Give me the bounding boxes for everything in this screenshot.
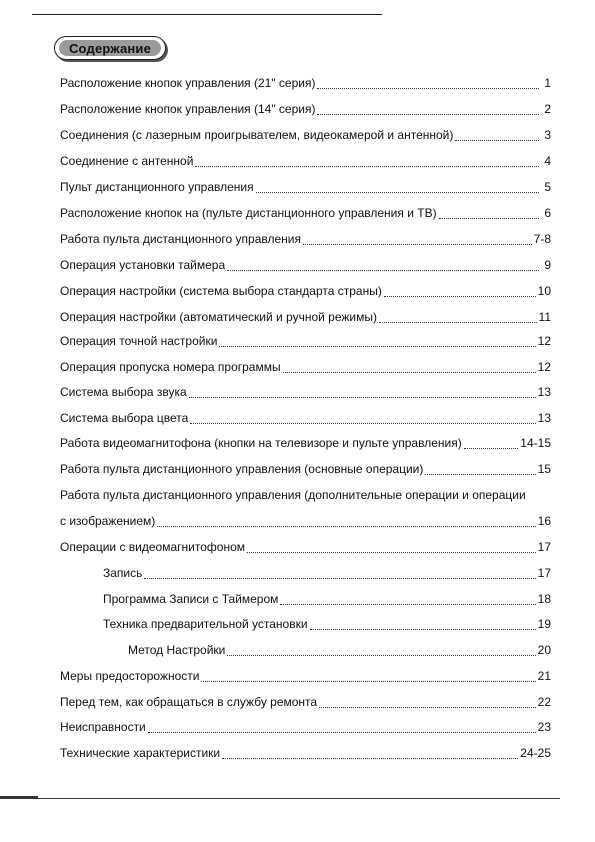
- top-rule: [32, 14, 382, 15]
- toc-leader-dots: [247, 551, 536, 553]
- toc-entry-label: Перед тем, как обращаться в службу ремонта: [60, 695, 318, 709]
- toc-entry-page: 20: [537, 643, 551, 657]
- toc-entry: [103, 566, 551, 582]
- toc-leader-dots: [144, 577, 535, 579]
- toc-leader-dots: [384, 295, 536, 297]
- toc-entry-page: 5: [544, 180, 551, 194]
- toc-leader-dots: [310, 628, 536, 630]
- toc-entry-page: 21: [537, 669, 551, 683]
- toc-entry-page: 6: [544, 206, 551, 220]
- toc-leader-dots: [317, 113, 539, 115]
- toc-entry-label: Операция установки таймера: [60, 258, 226, 272]
- toc-entry-page: 18: [537, 592, 551, 606]
- toc-entry-label: Пульт дистанционного управления: [60, 180, 254, 194]
- toc-entry-page: 12: [537, 334, 551, 348]
- toc-entry: [60, 310, 551, 326]
- toc-leader-dots: [319, 706, 536, 708]
- toc-entry-page: 14-15: [520, 436, 551, 450]
- toc-entry-label: Запись: [103, 566, 143, 580]
- toc-entry: [60, 258, 551, 274]
- toc-entry-label: Операция настройки (система выбора стандарта страны): [60, 284, 382, 298]
- toc-entry-page: 17: [537, 566, 551, 580]
- toc-entry-label: Неисправности: [60, 720, 146, 734]
- toc-entry-page: 24-25: [520, 746, 551, 760]
- toc-entry-page: 11: [538, 310, 551, 324]
- toc-entry: [60, 206, 551, 222]
- toc-leader-dots: [195, 165, 539, 167]
- toc-entry-page: 7-8: [533, 232, 551, 246]
- toc-entry-label: Работа пульта дистанционного управления: [60, 232, 301, 246]
- toc-entry: [60, 462, 551, 478]
- toc-leader-dots: [280, 603, 535, 605]
- contents-title: Содержание: [59, 40, 161, 56]
- toc-entry: [103, 592, 551, 608]
- toc-leader-dots: [439, 217, 539, 219]
- toc-leader-dots: [317, 87, 539, 89]
- toc-entry: [60, 436, 551, 452]
- bottom-rule: [0, 798, 560, 799]
- toc-entry-page: 3: [544, 128, 551, 142]
- toc-leader-dots: [379, 321, 537, 323]
- toc-leader-dots: [201, 680, 535, 682]
- toc-entry: [60, 102, 551, 118]
- toc-entry: [60, 695, 551, 711]
- toc-leader-dots: [222, 757, 518, 759]
- toc-entry-page: 12: [537, 360, 551, 374]
- toc-entry: [60, 746, 551, 762]
- toc-leader-dots: [157, 525, 535, 527]
- toc-entry-label: Система выбора звука: [60, 385, 187, 399]
- toc-entry: [60, 284, 551, 300]
- toc-leader-dots: [219, 345, 535, 347]
- toc-entry-label: с изображением): [60, 514, 156, 528]
- toc-entry-label: Система выбора цвета: [60, 411, 189, 425]
- toc-entry: [60, 669, 551, 685]
- toc-entry-page: 1: [544, 76, 551, 90]
- toc-leader-dots: [455, 139, 539, 141]
- toc-entry: [60, 128, 551, 144]
- toc-leader-dots: [425, 473, 535, 475]
- toc-entry-label: Метод Настройки: [128, 643, 226, 657]
- toc-leader-dots: [303, 243, 532, 245]
- toc-entry-label: Расположение кнопок на (пульте дистанционного управления и ТВ): [60, 206, 437, 220]
- toc-entry: [60, 334, 551, 350]
- toc-entry-label: Техника предварительной установки: [103, 617, 308, 631]
- toc-entry-label: Расположение кнопок управления (14" серия): [60, 102, 316, 116]
- toc-leader-dots: [148, 731, 536, 733]
- toc-entry: [60, 76, 551, 92]
- toc-entry-page: 16: [537, 514, 551, 528]
- toc-entry-label: Операции с видеомагнитофоном: [60, 540, 245, 554]
- toc-entry-page: 23: [537, 720, 551, 734]
- toc-entry-label: Расположение кнопок управления (21" серия): [60, 76, 316, 90]
- toc-entry: [128, 643, 551, 659]
- toc-entry: [60, 360, 551, 376]
- toc-entry-page: 9: [544, 258, 551, 272]
- toc-entry-page: 19: [537, 617, 551, 631]
- toc-leader-dots: [227, 269, 539, 271]
- toc-entry: [60, 154, 551, 170]
- toc-leader-dots: [190, 422, 535, 424]
- toc-entry-page: 13: [537, 411, 551, 425]
- toc-entry: [60, 232, 551, 248]
- toc-entry-page: 22: [537, 695, 551, 709]
- toc-entry-label: Операция точной настройки: [60, 334, 218, 348]
- toc-entry-page: 4: [544, 154, 551, 168]
- toc-entry-label: Работа пульта дистанционного управления (дополнительные операции и операции: [60, 488, 526, 502]
- toc-entry-label: Соединение с антенной: [60, 154, 194, 168]
- toc-leader-dots: [283, 371, 536, 373]
- toc-entry: [60, 720, 551, 736]
- toc-entry: [60, 411, 551, 427]
- toc-entry: [60, 514, 551, 530]
- toc-entry-page: 15: [537, 462, 551, 476]
- toc-entry-label: Работа пульта дистанционного управления (основные операции): [60, 462, 424, 476]
- toc-entry-label: Технические характеристики: [60, 746, 221, 760]
- toc-entry: [103, 617, 551, 633]
- toc-entry-label: Соединения (с лазерным проигрывателем, видеокамерой и антенной): [60, 128, 454, 142]
- toc-entry: [60, 488, 551, 504]
- toc-entry-page: 10: [537, 284, 551, 298]
- toc-entry-label: Операция пропуска номера программы: [60, 360, 281, 374]
- toc-leader-dots: [256, 191, 539, 193]
- toc-entry-page: 17: [537, 540, 551, 554]
- toc-leader-dots: [464, 447, 519, 449]
- toc-leader-dots: [227, 654, 535, 656]
- toc-entry-label: Меры предосторожности: [60, 669, 200, 683]
- toc-entry-page: 2: [544, 102, 551, 116]
- toc-entry: [60, 540, 551, 556]
- toc-entry: [60, 180, 551, 196]
- contents-title-badge: [54, 36, 166, 60]
- toc-entry: [60, 385, 551, 401]
- toc-entry-label: Программа Записи с Таймером: [103, 592, 279, 606]
- toc-entry-page: 13: [537, 385, 551, 399]
- toc-entry-label: Работа видеомагнитофона (кнопки на телевизоре и пульте управления): [60, 436, 462, 450]
- toc-entry-label: Операция настройки (автоматический и ручной режимы): [60, 310, 377, 324]
- toc-leader-dots: [189, 396, 536, 398]
